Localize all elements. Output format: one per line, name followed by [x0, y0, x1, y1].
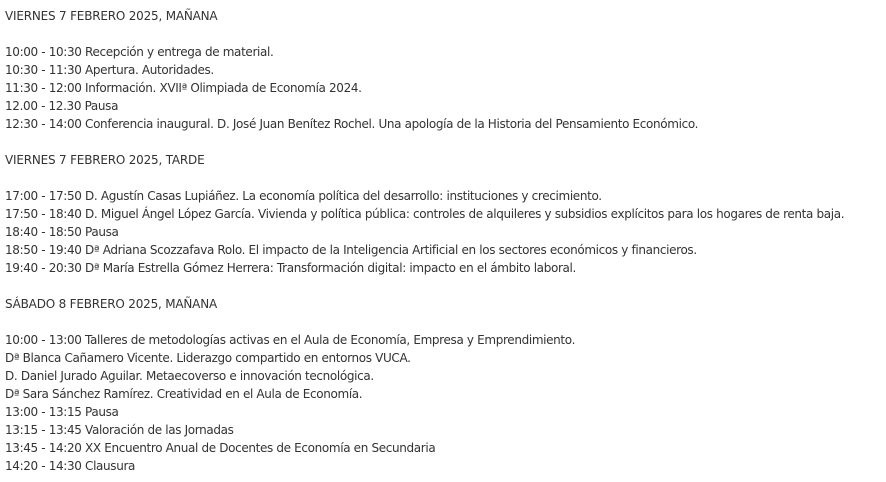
schedule-item: Dª Blanca Cañamero Vicente. Liderazgo compartido en entornos VUCA.: [5, 351, 411, 365]
schedule-item: 18:40 - 18:50 Pausa: [5, 225, 119, 239]
spacer: [5, 277, 886, 295]
section-heading: VIERNES 7 FEBRERO 2025, TARDE: [5, 153, 205, 167]
schedule-item: 12.00 - 12.30 Pausa: [5, 99, 119, 113]
schedule-item: 19:40 - 20:30 Dª María Estrella Gómez Herrera: Transformación digital: impacto en el ámbito laboral.: [5, 261, 576, 275]
section-saturday-morning: [5, 295, 886, 475]
spacer: [5, 25, 886, 43]
schedule-item: 13:15 - 13:45 Valoración de las Jornadas: [5, 423, 234, 437]
spacer: [5, 133, 886, 151]
schedule-item: 17:00 - 17:50 D. Agustín Casas Lupiáñez. La economía política del desarrollo: instituciones y crecimiento.: [5, 189, 602, 203]
section-heading: VIERNES 7 FEBRERO 2025, MAÑANA: [5, 9, 218, 23]
schedule-item: 18:50 - 19:40 Dª Adriana Scozzafava Rolo. El impacto de la Inteligencia Artificial en los sectores económicos y financieros.: [5, 243, 697, 257]
schedule-item: 10:00 - 10:30 Recepción y entrega de material.: [5, 45, 274, 59]
spacer: [5, 313, 886, 331]
schedule-item: 14:20 - 14:30 Clausura: [5, 459, 136, 473]
schedule-item: 17:50 - 18:40 D. Miguel Ángel López García. Vivienda y política pública: controles de alquileres y subsidios explícitos para los hogares de renta baja.: [5, 207, 845, 221]
schedule-item: 10:00 - 13:00 Talleres de metodologías activas en el Aula de Economía, Empresa y Emprendimiento.: [5, 333, 576, 347]
schedule-item: 13:45 - 14:20 XX Encuentro Anual de Docentes de Economía en Secundaria: [5, 441, 436, 455]
schedule-item: D. Daniel Jurado Aguilar. Metaecoverso e innovación tecnológica.: [5, 369, 374, 383]
section-friday-afternoon: [5, 151, 886, 295]
schedule-item: 10:30 - 11:30 Apertura. Autoridades.: [5, 63, 214, 77]
schedule-item: 13:00 - 13:15 Pausa: [5, 405, 119, 419]
schedule-item: 12:30 - 14:00 Conferencia inaugural. D. José Juan Benítez Rochel. Una apología de la Historia del Pensamiento Económico.: [5, 117, 699, 131]
schedule-item: Dª Sara Sánchez Ramírez. Creatividad en el Aula de Economía.: [5, 387, 363, 401]
schedule-item: 11:30 - 12:00 Información. XVIIª Olimpiada de Economía 2024.: [5, 81, 362, 95]
section-heading: SÁBADO 8 FEBRERO 2025, MAÑANA: [5, 297, 217, 311]
section-friday-morning: [5, 7, 886, 151]
spacer: [5, 169, 886, 187]
